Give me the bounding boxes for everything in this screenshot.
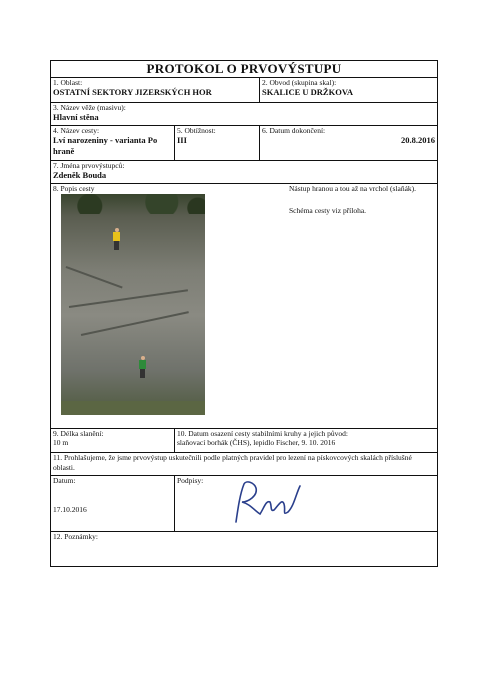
climber-belayer-shirt	[139, 360, 146, 369]
cell-osazeni	[174, 429, 437, 452]
form-title: PROTOKOL O PRVOVÝSTUPU	[51, 61, 437, 78]
climber-belayer	[139, 356, 146, 378]
photo-foliage	[61, 194, 205, 214]
osazeni-label: 10. Datum osazení cesty stabilními kruhy a jejich původ:	[177, 429, 349, 438]
datum-dokonceni-label: 6. Datum dokončení:	[262, 126, 326, 135]
cell-obvod	[259, 78, 437, 102]
cell-podpisy	[174, 476, 437, 531]
cell-nazev-veze	[51, 103, 437, 125]
popis-label: 8. Popis cesty	[53, 184, 95, 193]
datum-dokonceni-value: 20.8.2016	[401, 135, 435, 145]
obvod-value: SKALICE U DRŽKOVA	[262, 87, 354, 97]
cell-poznamky	[51, 532, 437, 566]
rock-crack	[81, 311, 189, 335]
rock-crack	[66, 266, 123, 288]
oblast-label: 1. Oblast:	[53, 78, 83, 87]
osazeni-value: slaňovací borhák (ČHS), lepidlo Fischer, 9. 10. 2016	[177, 438, 336, 447]
rock-crack	[69, 289, 188, 307]
row-slaneni	[51, 429, 437, 453]
signature	[230, 478, 310, 524]
cell-obtiznost	[174, 126, 259, 160]
cell-nazev-cesty	[51, 126, 174, 160]
cell-jmena	[51, 161, 437, 183]
row-podpisy	[51, 476, 437, 532]
datum-value: 17.10.2016	[53, 505, 87, 514]
nazev-cesty-value-1: Lví narozeniny - varianta Po	[53, 135, 158, 145]
obtiznost-label: 5. Obtížnost:	[177, 126, 216, 135]
delka-slaneni-label: 9. Délka slanění:	[53, 429, 104, 438]
cell-delka-slaneni	[51, 429, 174, 452]
row-poznamky	[51, 532, 437, 566]
jmena-label: 7. Jména prvovýstupců:	[53, 161, 125, 170]
photo-ground	[61, 401, 205, 415]
nazev-cesty-value-2: hraně	[53, 146, 75, 156]
nazev-veze-label: 3. Název věže (masivu):	[53, 103, 126, 112]
cell-prohlaseni	[51, 453, 437, 475]
cell-datum	[51, 476, 174, 531]
protocol-form	[50, 60, 438, 567]
row-prohlaseni	[51, 453, 437, 476]
obvod-label: 2. Obvod (skupina skal):	[262, 78, 337, 87]
oblast-value: OSTATNÍ SEKTORY JIZERSKÝCH HOR	[53, 87, 212, 97]
cell-oblast	[51, 78, 259, 102]
nazev-cesty-label: 4. Název cesty:	[53, 126, 100, 135]
row-jmena	[51, 161, 437, 184]
podpisy-label: Podpisy:	[177, 476, 204, 485]
climber-top	[113, 228, 120, 250]
popis-text-1: Nástup hranou a tou až na vrchol (slaňák).	[289, 184, 417, 193]
row-area	[51, 78, 437, 103]
cell-popis	[51, 184, 437, 428]
route-photo	[61, 194, 205, 415]
poznamky-label: 12. Poznámky:	[53, 532, 98, 541]
datum-label: Datum:	[53, 476, 76, 485]
cell-datum-dokonceni	[259, 126, 437, 160]
row-cesta	[51, 126, 437, 161]
row-veze	[51, 103, 437, 126]
nazev-veze-value: Hlavní stěna	[53, 112, 99, 122]
climber-top-shirt	[113, 232, 120, 241]
obtiznost-value: III	[177, 135, 187, 145]
jmena-value: Zdeněk Bouda	[53, 170, 107, 180]
prohlaseni-text: 11. Prohlašujeme, že jsme prvovýstup uskutečnili podle platných pravidel pro lezení na pískovcových skalách příslušné oblasti.	[53, 453, 412, 472]
popis-text-2: Schéma cesty viz příloha.	[289, 206, 367, 215]
row-popis	[51, 184, 437, 429]
delka-slaneni-value: 10 m	[53, 438, 69, 447]
